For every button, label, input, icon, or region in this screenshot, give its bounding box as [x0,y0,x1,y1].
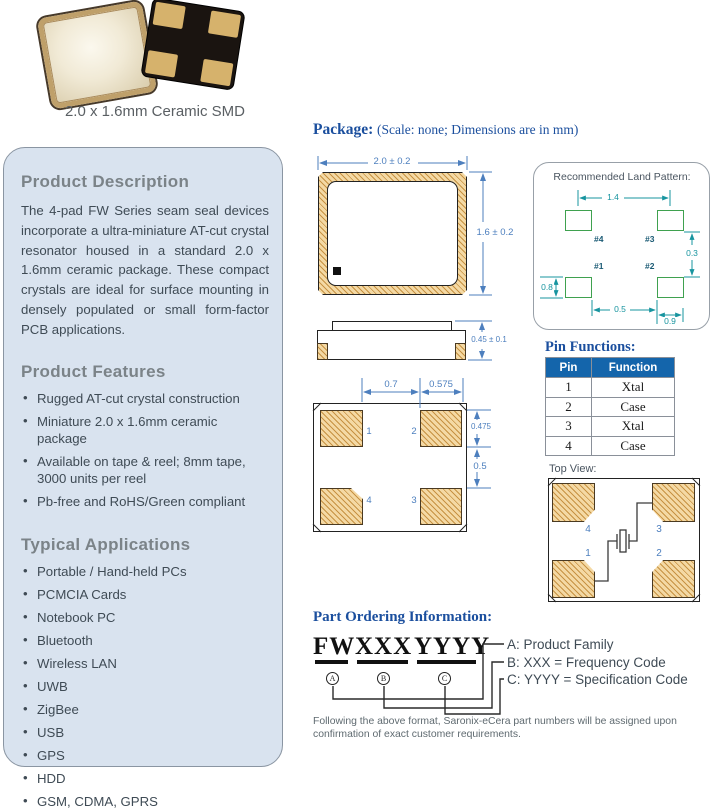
bottom-pad-label: 2 [411,426,417,437]
dim-pad-span: 0.7 [384,379,398,390]
top-view-pad-2 [652,560,695,598]
legend-specification-code: C: YYYY = Specification Code [507,672,688,687]
ordering-note-line1: Following the above format, Saronix-eCera part numbers will be assigned upon [313,716,677,727]
land-pad-label: #2 [645,261,655,271]
table-row [546,416,674,436]
application-item: • HDD [21,771,269,788]
application-item: • USB [21,725,269,742]
feature-item: • Rugged AT-cut crystal construction [21,391,269,408]
top-view-pad-label: 4 [585,524,591,535]
application-item: • GSM, CDMA, GPRS [21,794,269,810]
feature-item: • Pb-free and RoHS/Green compliant [21,494,269,511]
pin-column-header: Pin [546,358,592,377]
product-photo-bottom-view [141,0,244,90]
table-row [546,397,674,417]
application-item: • Portable / Hand-held PCs [21,564,269,581]
marker-circle-c: C [438,672,451,685]
bottom-pad-2 [420,410,462,447]
part-ordering-title: Part Ordering Information: [313,609,493,625]
ordering-note-line2: confirmation of exact customer requirements. [313,729,521,740]
package-subtitle-text: (Scale: none; Dimensions are in mm) [377,122,579,137]
dim-land-hgap: 0.5 [614,304,626,314]
table-row [546,436,674,456]
function-column-header: Function [608,361,658,374]
land-pad-1 [565,277,592,298]
pin1-marker [333,267,341,275]
marker-circle-a: A [326,672,339,685]
code-frequency: XXX [355,633,413,660]
bottom-pad-3 [420,488,462,525]
land-pad-4 [565,210,592,231]
package-title-text: Package: [313,121,374,138]
dim-pad-height: 0.475 [470,422,492,431]
dim-pad-gap: 0.5 [473,461,487,472]
dim-package-height: 1.6 ± 0.2 [476,227,514,238]
bottom-pad-label: 1 [366,426,372,437]
application-item: • Notebook PC [21,610,269,627]
application-item: • UWB [21,679,269,696]
land-pad-2 [657,277,684,298]
dim-land-padwidth: 0.9 [664,316,676,326]
top-view-pad-4 [552,483,595,522]
feature-item: • Miniature 2.0 x 1.6mm ceramic package [21,414,269,447]
gold-pad [145,50,178,77]
bottom-pad-label: 3 [411,495,417,506]
dim-pad-width: 0.575 [429,379,453,390]
top-view-pad-1 [552,560,595,598]
land-pad-label: #1 [594,261,604,271]
table-row [546,377,674,397]
marker-circle-b: B [377,672,390,685]
product-photo-top-view [37,0,157,109]
pin-cell: 3 [546,417,592,436]
typical-applications-title: Typical Applications [21,534,191,554]
bottom-pad-1 [320,410,363,447]
package-section-title [313,121,578,139]
code-specification: YYYY [414,633,491,660]
application-item: • Wireless LAN [21,656,269,673]
application-item: • Bluetooth [21,633,269,650]
application-item: • GPS [21,748,269,765]
application-item: • PCMCIA Cards [21,587,269,604]
gold-pad [153,2,186,29]
land-pad-label: #4 [594,234,604,244]
info-panel [3,147,283,809]
product-features-title: Product Features [21,361,166,381]
bottom-pad-4 [320,488,363,525]
side-view-pad [455,343,466,360]
underline-bar [315,660,348,664]
table-header-row [546,358,674,377]
land-pattern-title: Recommended Land Pattern: [553,171,691,183]
gold-pad [208,10,241,37]
feature-item: • Available on tape & reel; 8mm tape, 3000 units per reel [21,454,257,487]
top-view-pad-3 [652,483,695,522]
application-item: • ZigBee [21,702,269,719]
dim-land-pitch: 1.4 [607,192,619,202]
package-lid [327,181,458,286]
function-cell: Xtal [621,418,645,434]
bottom-pad-label: 4 [366,495,372,506]
top-view-title: Top View: [549,463,597,475]
underline-bar [417,660,476,664]
side-view-pad [317,343,328,360]
land-pad-3 [657,210,684,231]
gold-pad [200,59,233,86]
package-side-view-body [317,330,466,360]
dim-land-padheight: 0.8 [541,282,553,292]
pin-functions-table [545,357,675,456]
product-caption: 2.0 x 1.6mm Ceramic SMD [64,103,246,120]
product-description-title: Product Description [21,172,190,191]
dim-land-vgap: 0.3 [686,248,698,258]
code-family: FW [313,633,356,660]
dim-package-width: 2.0 ± 0.2 [373,156,411,167]
pin-cell: 1 [546,378,592,397]
land-pad-label: #3 [645,234,655,244]
dim-package-thickness: 0.45 ± 0.1 [471,335,507,344]
legend-frequency-code: B: XXX = Frequency Code [507,655,666,670]
legend-product-family: A: Product Family [507,637,614,652]
pin-functions-title: Pin Functions: [545,339,636,355]
pin-cell: 2 [546,398,592,417]
function-cell: Case [620,437,646,453]
function-cell: Case [620,398,646,414]
underline-bar [357,660,408,664]
top-view-pad-label: 3 [656,524,662,535]
product-description-text: The 4-pad FW Series seam seal devices incorporate a ultra-miniature AT-cut crystal resonator housed in a standard 2.0 x 1.6mm ceramic package. These compact crystals are ideal for surface mounting in densely populated or small form-factor PCB applications. [21,203,269,337]
function-cell: Xtal [621,379,645,395]
top-view-pad-label: 1 [585,548,591,559]
top-view-pad-label: 2 [656,548,662,559]
pin-cell: 4 [546,437,592,456]
